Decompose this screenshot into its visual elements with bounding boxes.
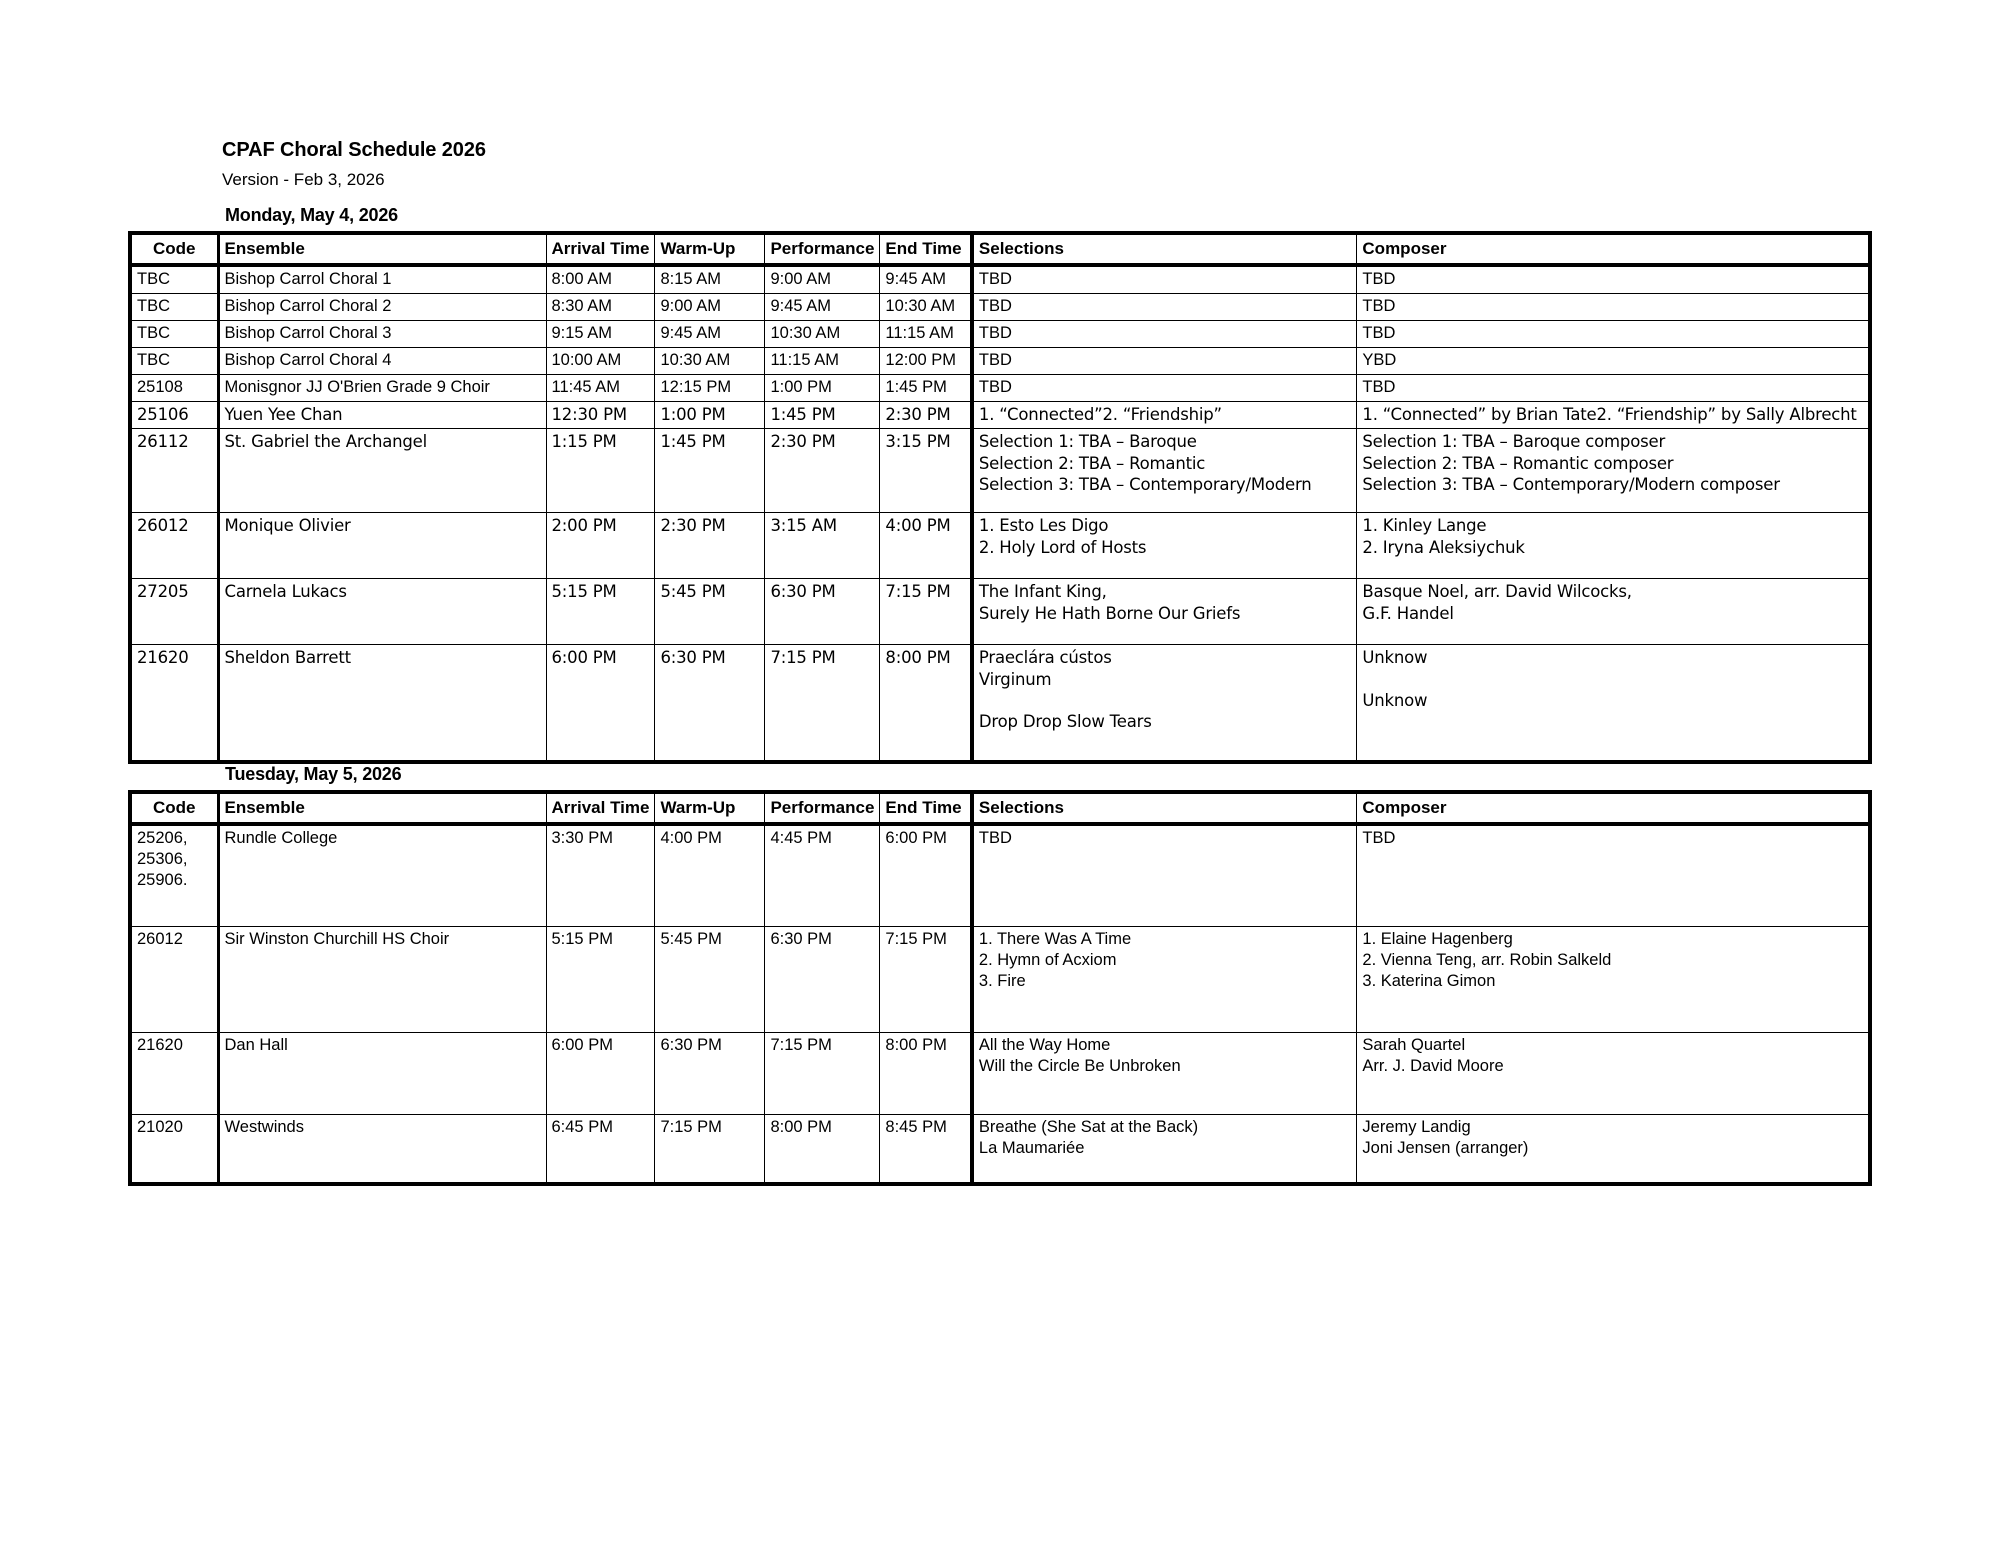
- cell-warm-up: 9:00 AM: [655, 293, 765, 320]
- cell-composer: Sarah Quartel Arr. J. David Moore: [1357, 1032, 1870, 1114]
- cell-ensemble: Sir Winston Churchill HS Choir: [218, 926, 546, 1032]
- cell-arrival-time: 6:00 PM: [546, 645, 655, 763]
- cell-composer: TBD: [1357, 265, 1870, 294]
- cell-performance: 1:45 PM: [765, 402, 880, 429]
- cell-ensemble: Dan Hall: [218, 1032, 546, 1114]
- cell-end-time: 11:15 AM: [880, 320, 972, 347]
- cell-warm-up: 5:45 PM: [655, 579, 765, 645]
- cell-performance: 11:15 AM: [765, 348, 880, 375]
- cell-ensemble: Sheldon Barrett: [218, 645, 546, 763]
- cell-code: TBC: [130, 293, 218, 320]
- cell-ensemble: Westwinds: [218, 1114, 546, 1184]
- column-header-composer: Composer: [1357, 233, 1870, 265]
- cell-composer: TBD: [1357, 824, 1870, 927]
- cell-performance: 7:15 PM: [765, 645, 880, 763]
- cell-arrival-time: 5:15 PM: [546, 926, 655, 1032]
- cell-code: 21620: [130, 645, 218, 763]
- cell-arrival-time: 2:00 PM: [546, 513, 655, 579]
- cell-ensemble: St. Gabriel the Archangel: [218, 429, 546, 513]
- cell-performance: 2:30 PM: [765, 429, 880, 513]
- cell-warm-up: 7:15 PM: [655, 1114, 765, 1184]
- cell-end-time: 2:30 PM: [880, 402, 972, 429]
- cell-arrival-time: 9:15 AM: [546, 320, 655, 347]
- cell-end-time: 8:00 PM: [880, 645, 972, 763]
- cell-selections: TBD: [972, 348, 1357, 375]
- cell-selections: 1. Esto Les Digo 2. Holy Lord of Hosts: [972, 513, 1357, 579]
- cell-arrival-time: 12:30 PM: [546, 402, 655, 429]
- cell-arrival-time: 1:15 PM: [546, 429, 655, 513]
- cell-warm-up: 4:00 PM: [655, 824, 765, 927]
- schedule-section-tuesday: [128, 764, 1872, 1186]
- cell-performance: 3:15 AM: [765, 513, 880, 579]
- table-row: [130, 645, 1870, 763]
- table-row: [130, 348, 1870, 375]
- column-header-end: End Time: [880, 233, 972, 265]
- cell-composer: TBD: [1357, 320, 1870, 347]
- cell-code: 26112: [130, 429, 218, 513]
- table-row: [130, 375, 1870, 402]
- cell-warm-up: 8:15 AM: [655, 265, 765, 294]
- table-row: [130, 265, 1870, 294]
- column-header-code: Code: [130, 792, 218, 824]
- cell-selections: TBD: [972, 320, 1357, 347]
- cell-performance: 6:30 PM: [765, 579, 880, 645]
- cell-code: 25108: [130, 375, 218, 402]
- cell-selections: The Infant King, Surely He Hath Borne Our Griefs: [972, 579, 1357, 645]
- cell-performance: 8:00 PM: [765, 1114, 880, 1184]
- cell-selections: Selection 1: TBA – Baroque Selection 2: TBA – Romantic Selection 3: TBA – Contemporary/Modern: [972, 429, 1357, 513]
- cell-end-time: 4:00 PM: [880, 513, 972, 579]
- cell-selections: 1. “Connected”2. “Friendship”: [972, 402, 1357, 429]
- cell-warm-up: 9:45 AM: [655, 320, 765, 347]
- cell-arrival-time: 6:00 PM: [546, 1032, 655, 1114]
- cell-performance: 10:30 AM: [765, 320, 880, 347]
- table-row: [130, 429, 1870, 513]
- table-row: [130, 320, 1870, 347]
- cell-composer: Unknow Unknow: [1357, 645, 1870, 763]
- cell-end-time: 10:30 AM: [880, 293, 972, 320]
- table-row: [130, 293, 1870, 320]
- cell-performance: 4:45 PM: [765, 824, 880, 927]
- cell-composer: Jeremy Landig Joni Jensen (arranger): [1357, 1114, 1870, 1184]
- cell-selections: TBD: [972, 265, 1357, 294]
- cell-performance: 6:30 PM: [765, 926, 880, 1032]
- cell-warm-up: 6:30 PM: [655, 645, 765, 763]
- cell-warm-up: 2:30 PM: [655, 513, 765, 579]
- cell-warm-up: 5:45 PM: [655, 926, 765, 1032]
- table-body: [130, 265, 1870, 763]
- column-header-selections: Selections: [972, 792, 1357, 824]
- cell-composer: Selection 1: TBA – Baroque composer Selection 2: TBA – Romantic composer Selection 3: TBA – Contemporary/Modern composer: [1357, 429, 1870, 513]
- cell-performance: 9:45 AM: [765, 293, 880, 320]
- cell-selections: TBD: [972, 824, 1357, 927]
- cell-warm-up: 12:15 PM: [655, 375, 765, 402]
- cell-warm-up: 1:00 PM: [655, 402, 765, 429]
- cell-end-time: 1:45 PM: [880, 375, 972, 402]
- cell-warm-up: 1:45 PM: [655, 429, 765, 513]
- column-header-arrival: Arrival Time: [546, 792, 655, 824]
- cell-code: 25106: [130, 402, 218, 429]
- cell-ensemble: Bishop Carrol Choral 3: [218, 320, 546, 347]
- cell-selections: TBD: [972, 293, 1357, 320]
- table-row: [130, 824, 1870, 927]
- cell-selections: All the Way Home Will the Circle Be Unbroken: [972, 1032, 1357, 1114]
- column-header-warmup: Warm-Up: [655, 792, 765, 824]
- column-header-end: End Time: [880, 792, 972, 824]
- cell-code: 21020: [130, 1114, 218, 1184]
- cell-arrival-time: 8:00 AM: [546, 265, 655, 294]
- table-header-row: [130, 233, 1870, 265]
- column-header-warmup: Warm-Up: [655, 233, 765, 265]
- cell-end-time: 9:45 AM: [880, 265, 972, 294]
- cell-end-time: 8:00 PM: [880, 1032, 972, 1114]
- cell-code: TBC: [130, 320, 218, 347]
- column-header-ensemble: Ensemble: [218, 792, 546, 824]
- cell-performance: 1:00 PM: [765, 375, 880, 402]
- cell-arrival-time: 5:15 PM: [546, 579, 655, 645]
- cell-arrival-time: 3:30 PM: [546, 824, 655, 927]
- cell-composer: 1. Elaine Hagenberg 2. Vienna Teng, arr. Robin Salkeld 3. Katerina Gimon: [1357, 926, 1870, 1032]
- cell-composer: 1. “Connected” by Brian Tate2. “Friendship” by Sally Albrecht: [1357, 402, 1870, 429]
- cell-code: TBC: [130, 265, 218, 294]
- cell-selections: 1. There Was A Time 2. Hymn of Acxiom 3. Fire: [972, 926, 1357, 1032]
- cell-end-time: 6:00 PM: [880, 824, 972, 927]
- cell-end-time: 8:45 PM: [880, 1114, 972, 1184]
- day-heading: Tuesday, May 5, 2026: [225, 764, 402, 784]
- document-title: CPAF Choral Schedule 2026: [222, 139, 486, 161]
- cell-ensemble: Carnela Lukacs: [218, 579, 546, 645]
- table-row: [130, 402, 1870, 429]
- cell-code: 27205: [130, 579, 218, 645]
- cell-ensemble: Monique Olivier: [218, 513, 546, 579]
- cell-arrival-time: 6:45 PM: [546, 1114, 655, 1184]
- cell-code: 26012: [130, 513, 218, 579]
- cell-end-time: 12:00 PM: [880, 348, 972, 375]
- column-header-code: Code: [130, 233, 218, 265]
- document-version: Version - Feb 3, 2026: [222, 170, 385, 189]
- cell-code: TBC: [130, 348, 218, 375]
- schedule-table-monday: [128, 231, 1872, 764]
- column-header-ensemble: Ensemble: [218, 233, 546, 265]
- column-header-performance: Performance: [765, 792, 880, 824]
- cell-end-time: 7:15 PM: [880, 579, 972, 645]
- cell-warm-up: 10:30 AM: [655, 348, 765, 375]
- schedule-section-monday: [128, 205, 1872, 764]
- table-row: [130, 513, 1870, 579]
- column-header-performance: Performance: [765, 233, 880, 265]
- cell-end-time: 7:15 PM: [880, 926, 972, 1032]
- table-row: [130, 579, 1870, 645]
- cell-performance: 7:15 PM: [765, 1032, 880, 1114]
- schedule-table-tuesday: [128, 790, 1872, 1186]
- column-header-selections: Selections: [972, 233, 1357, 265]
- cell-end-time: 3:15 PM: [880, 429, 972, 513]
- cell-warm-up: 6:30 PM: [655, 1032, 765, 1114]
- cell-code: 26012: [130, 926, 218, 1032]
- table-row: [130, 1114, 1870, 1184]
- cell-composer: TBD: [1357, 375, 1870, 402]
- cell-ensemble: Rundle College: [218, 824, 546, 927]
- cell-selections: Breathe (She Sat at the Back) La Maumariée: [972, 1114, 1357, 1184]
- table-body: [130, 824, 1870, 1184]
- cell-ensemble: Monisgnor JJ O'Brien Grade 9 Choir: [218, 375, 546, 402]
- column-header-arrival: Arrival Time: [546, 233, 655, 265]
- cell-ensemble: Bishop Carrol Choral 1: [218, 265, 546, 294]
- cell-arrival-time: 11:45 AM: [546, 375, 655, 402]
- cell-ensemble: Yuen Yee Chan: [218, 402, 546, 429]
- cell-performance: 9:00 AM: [765, 265, 880, 294]
- cell-arrival-time: 10:00 AM: [546, 348, 655, 375]
- cell-selections: Praeclára cústos Virginum Drop Drop Slow Tears: [972, 645, 1357, 763]
- day-heading: Monday, May 4, 2026: [225, 205, 398, 225]
- cell-composer: TBD: [1357, 293, 1870, 320]
- column-header-composer: Composer: [1357, 792, 1870, 824]
- table-header-row: [130, 792, 1870, 824]
- cell-code: 25206, 25306, 25906.: [130, 824, 218, 927]
- cell-composer: Basque Noel, arr. David Wilcocks, G.F. Handel: [1357, 579, 1870, 645]
- cell-composer: 1. Kinley Lange 2. Iryna Aleksiychuk: [1357, 513, 1870, 579]
- cell-arrival-time: 8:30 AM: [546, 293, 655, 320]
- cell-ensemble: Bishop Carrol Choral 2: [218, 293, 546, 320]
- table-row: [130, 926, 1870, 1032]
- cell-code: 21620: [130, 1032, 218, 1114]
- cell-ensemble: Bishop Carrol Choral 4: [218, 348, 546, 375]
- table-row: [130, 1032, 1870, 1114]
- cell-composer: YBD: [1357, 348, 1870, 375]
- cell-selections: TBD: [972, 375, 1357, 402]
